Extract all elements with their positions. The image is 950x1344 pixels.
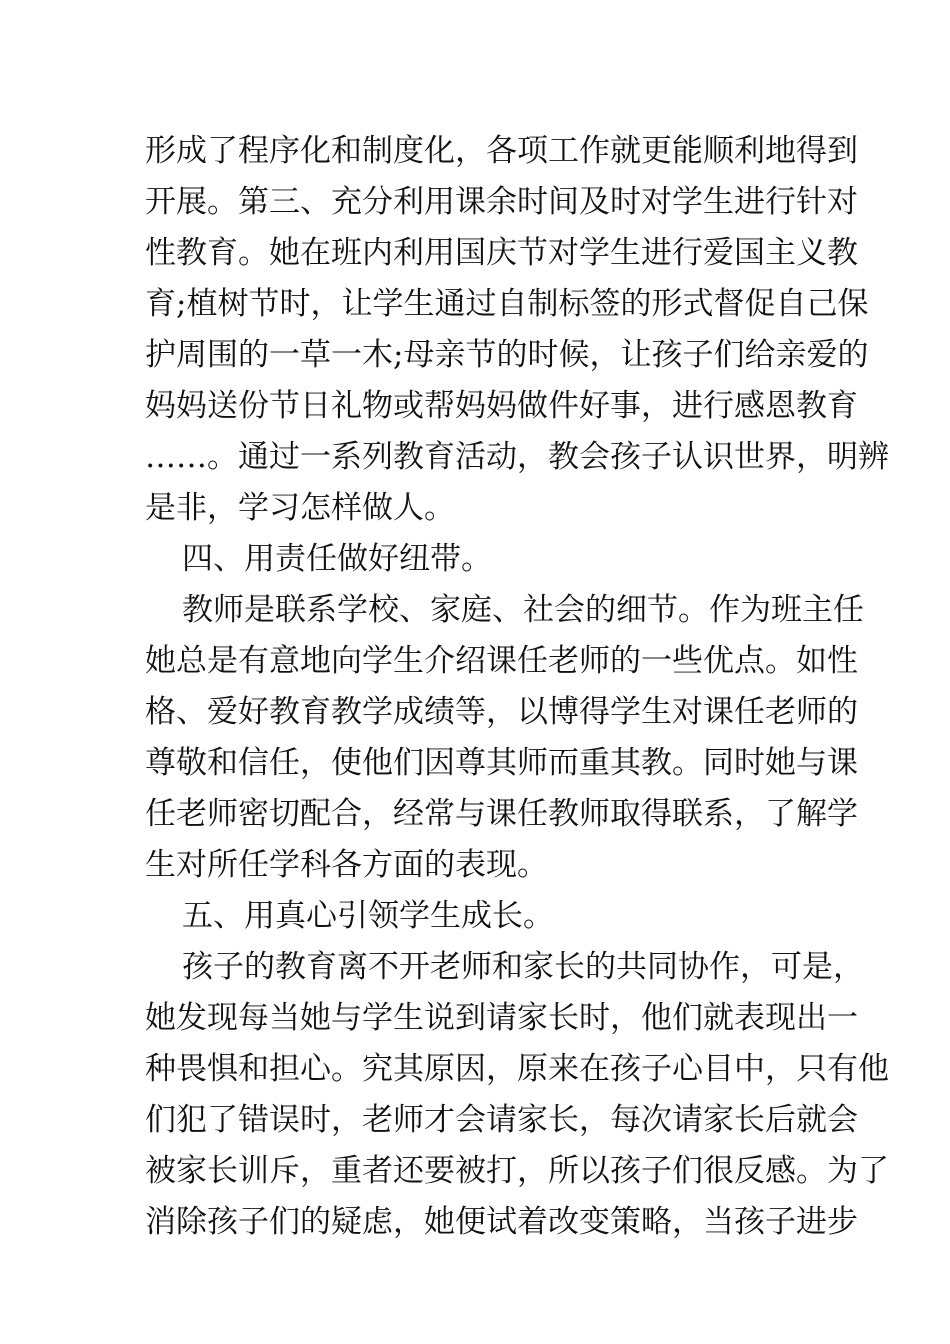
text-line: 她总是有意地向学生介绍课任老师的一些优点。如性 [145,643,858,679]
text-line: 开展。第三、充分利用课余时间及时对学生进行针对 [145,184,858,220]
text-line: 种畏惧和担心。究其原因，原来在孩子心目中，只有他 [145,1051,889,1087]
text-line: 她发现每当她与学生说到请家长时，他们就表现出一 [145,1000,858,1036]
body-text [145,126,889,1248]
text-line: ……。通过一系列教育活动，教会孩子认识世界，明辨 [145,439,889,475]
text-line: 教师是联系学校、家庭、社会的细节。作为班主任 [182,592,864,628]
text-line: 形成了程序化和制度化，各项工作就更能顺利地得到 [145,133,858,169]
text-line: 是非，学习怎样做人。 [145,490,455,526]
section-heading: 四、用责任做好纽带。 [182,541,492,577]
text-line: 育;植树节时，让学生通过自制标签的形式督促自己保 [145,286,869,322]
text-line: 妈妈送份节日礼物或帮妈妈做件好事，进行感恩教育 [145,388,858,424]
text-line: 们犯了错误时，老师才会请家长，每次请家长后就会 [145,1102,858,1138]
text-line: 生对所任学科各方面的表现。 [145,847,548,883]
text-line: 任老师密切配合，经常与课任教师取得联系，了解学 [145,796,858,832]
text-line: 被家长训斥，重者还要被打，所以孩子们很反感。为了 [145,1153,889,1189]
text-line: 格、爱好教育教学成绩等，以博得学生对课任老师的 [145,694,858,730]
text-line: 孩子的教育离不开老师和家长的共同协作，可是， [182,949,864,985]
text-line: 性教育。她在班内利用国庆节对学生进行爱国主义教 [145,235,858,271]
section-heading: 五、用真心引领学生成长。 [182,898,554,934]
text-line: 消除孩子们的疑虑，她便试着改变策略，当孩子进步 [145,1204,858,1240]
text-line: 尊敬和信任，使他们因尊其师而重其教。同时她与课 [145,745,858,781]
text-line: 护周围的一草一木;母亲节的时候，让孩子们给亲爱的 [145,337,869,373]
